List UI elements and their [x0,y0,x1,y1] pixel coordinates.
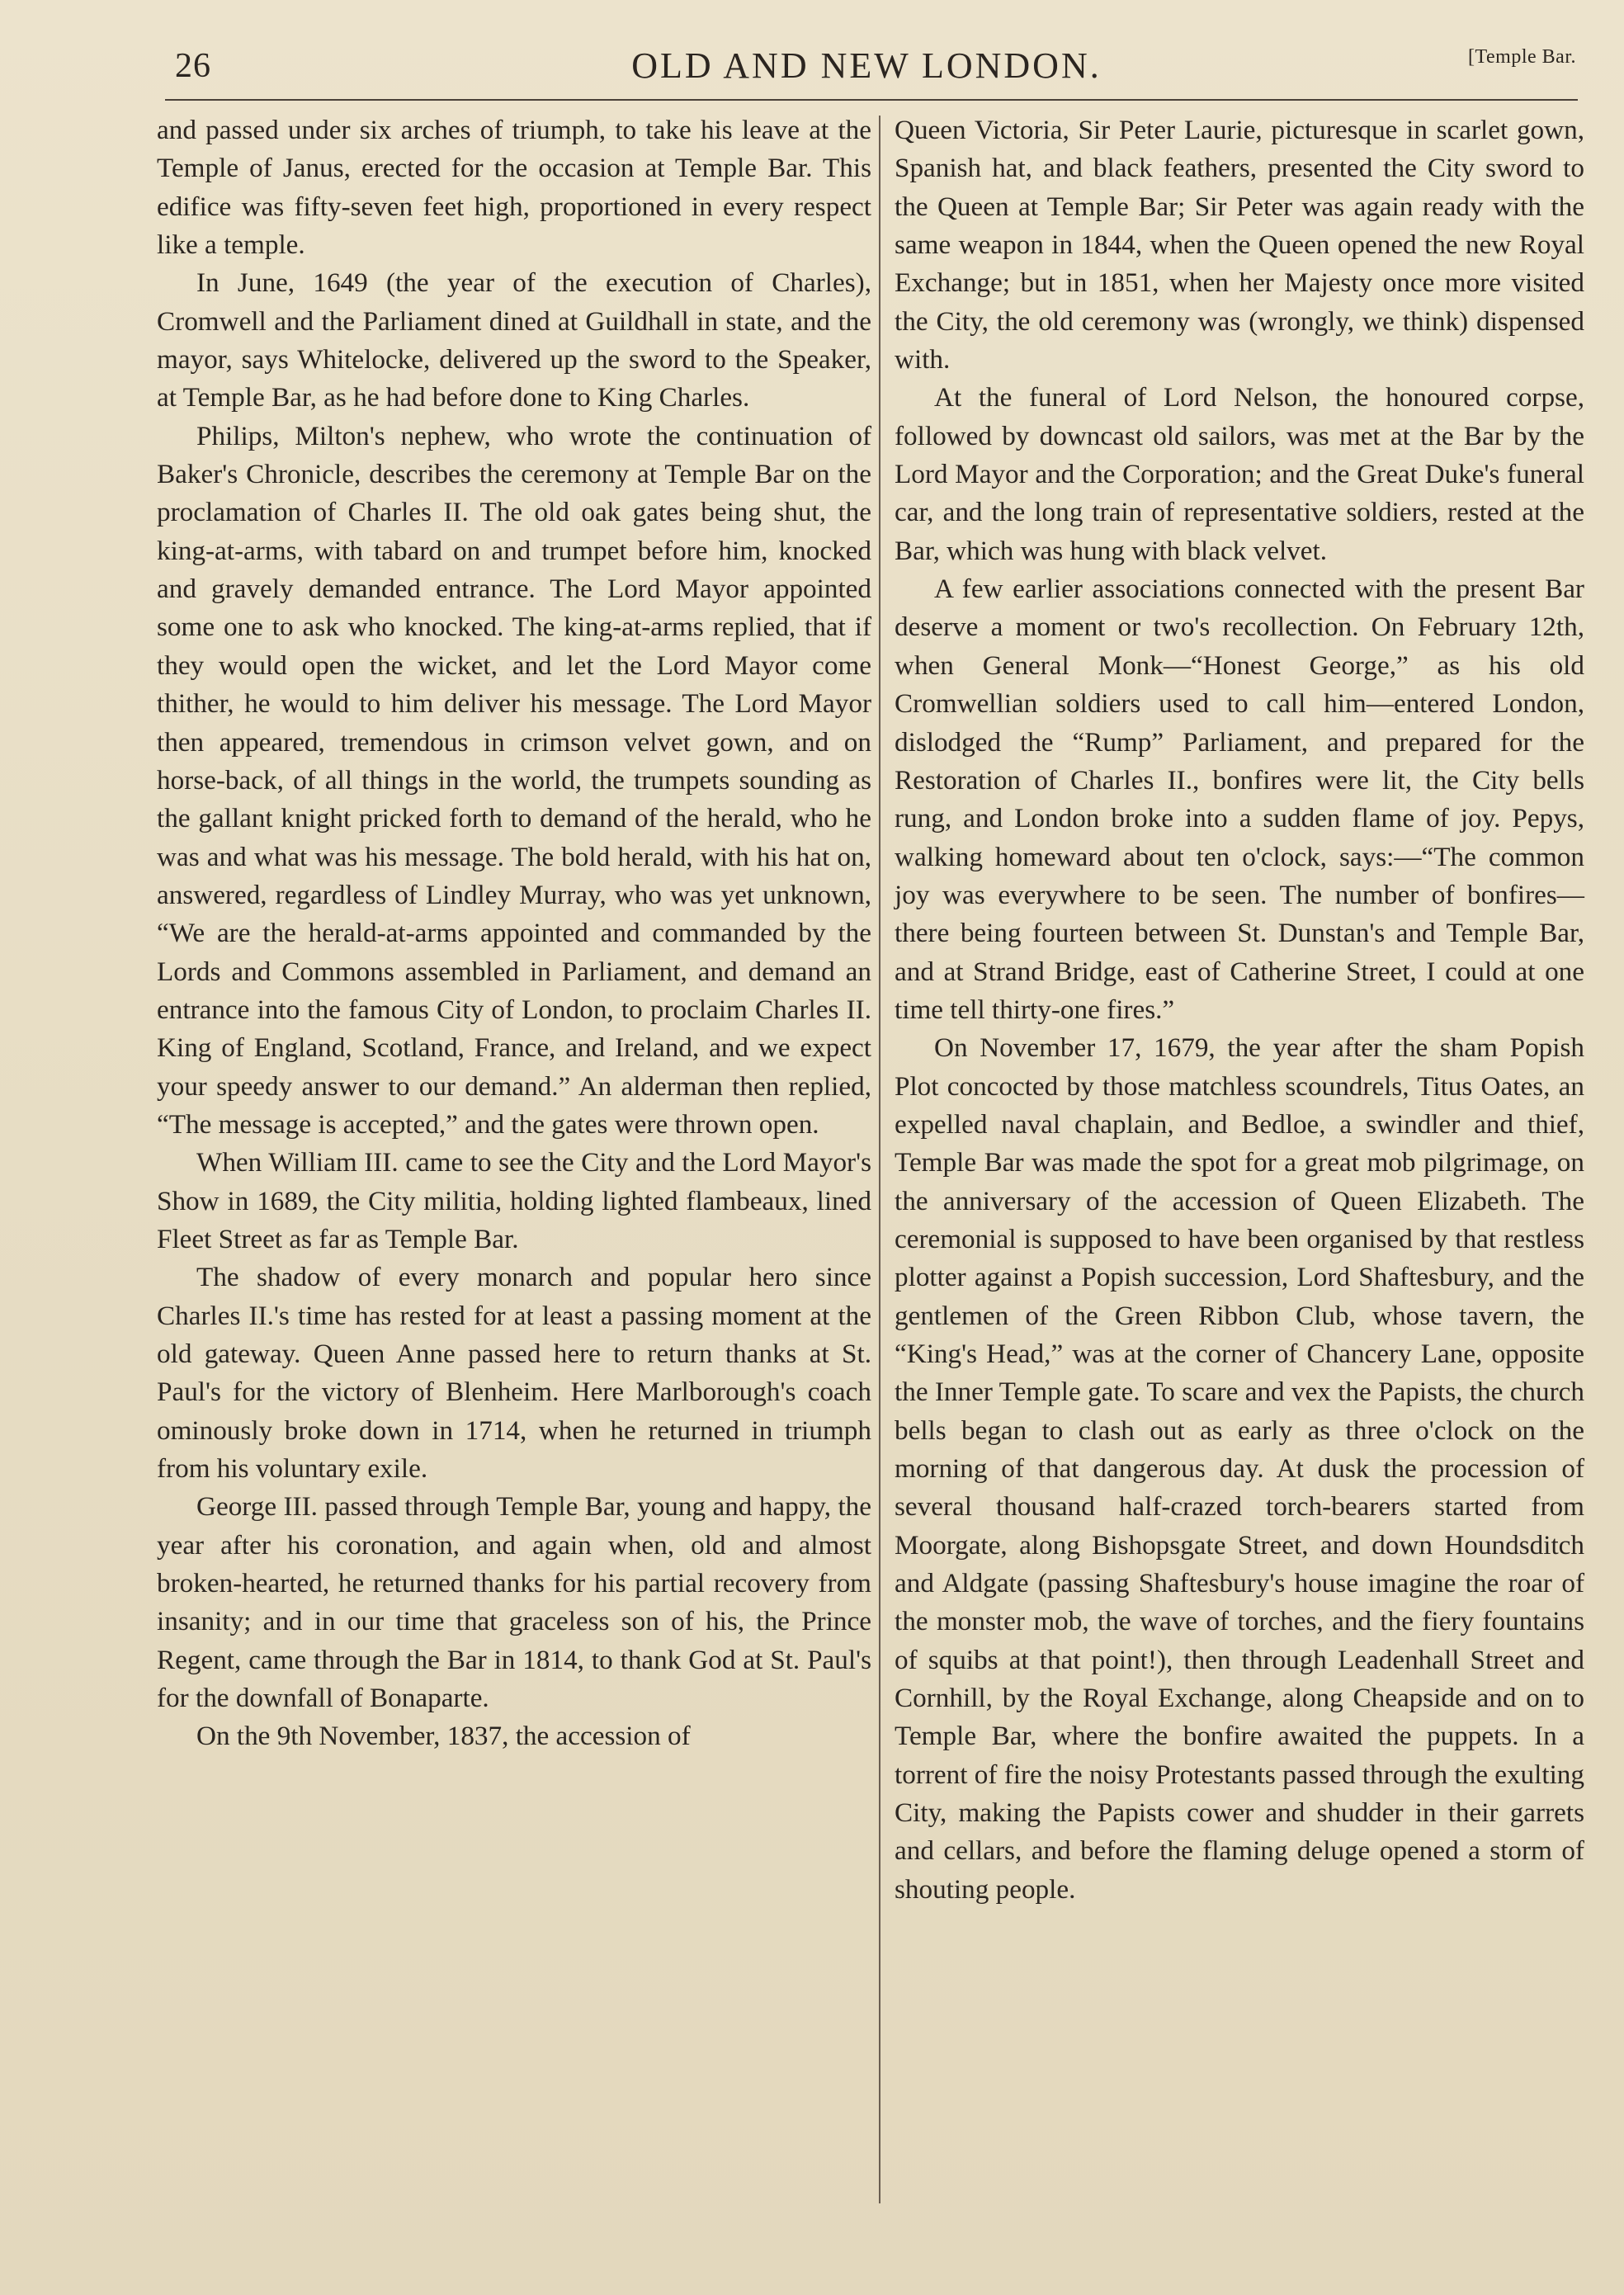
paragraph: Philips, Milton's nephew, who wrote the continuation of Baker's Chronicle, describes the ceremony at Temple Bar on the proclamation of Charles II. The old oak gates being shut, the king-at-arms, with tabard on and trumpet before him, knocked and gravely demanded entrance. The Lord Mayor appointed some one to ask who knocked. The king-at-arms replied, that if they would open the wicket, and let the Lord Mayor come thither, he would to him deliver his message. The Lord Mayor then appeared, tremendous in crimson velvet gown, and on horse-back, of all things in the world, the trumpets sounding as the gallant knight pricked forth to demand of the herald, who he was and what was his message. The bold herald, with his hat on, answered, regardless of Lindley Murray, who was yet unknown, “We are the herald-at-arms appointed and commanded by the Lords and Commons assembled in Parliament, and demand an entrance into the famous City of London, to proclaim Charles II. King of England, Scotland, France, and Ireland, and we expect your speedy answer to our demand.” An alderman then replied, “The message is accepted,” and the gates were thrown open. [157,420,871,1140]
paragraph: At the funeral of Lord Nelson, the honoured corpse, followed by downcast old sailors, was met at the Bar by the Lord Mayor and the Corporation; and the Great Duke's funeral car, and the long train of representative soldiers, rested at the Bar, which was hung with black velvet. [895,382,1584,566]
header-rule [165,99,1578,101]
paragraph: In June, 1649 (the year of the execution of Charles), Cromwell and the Parliament dined at Guildhall in state, and the mayor, says Whitelocke, delivered up the sword to the Speaker, at Temple Bar, as he had before done to King Charles. [157,267,871,413]
paragraph: George III. passed through Temple Bar, young and happy, the year after his coronation, and again when, old and almost broken-hearted, he returned thanks for his partial recovery from insanity; and in our time that graceless son of his, the Prince Regent, came through the Bar in 1814, to thank God at St. Paul's for the downfall of Bonaparte. [157,1491,871,1714]
paragraph: When William III. came to see the City and the Lord Mayor's Show in 1689, the City militia, holding lighted flambeaux, lined Fleet Street as far as Temple Bar. [157,1147,871,1254]
paragraph: A few earlier associations connected with the present Bar deserve a moment or two's recollection. On February 12th, when General Monk—“Honest George,” as his old Cromwellian soldiers used to call him—entered London, dislodged the “Rump” Parliament, and prepared for the Restoration of Charles II., bonfires were lit, the City bells rung, and London broke into a sudden flame of joy. Pepys, walking homeward about ten o'clock, says:—“The common joy was everywhere to be seen. The number of bonfires—there being fourteen between St. Dunstan's and Temple Bar, and at Strand Bridge, east of Catherine Street, I could at one time tell thirty-one fires.” [895,574,1584,1025]
paragraph: and passed under six arches of triumph, to take his leave at the Temple of Janus, erected for the occasion at Temple Bar. This edifice was fifty-seven feet high, proportioned in every respect like a temple. [157,115,871,261]
column-divider [879,116,880,2203]
right-column [895,111,1584,1909]
paragraph: The shadow of every monarch and popular hero since Charles II.'s time has rested for at least a passing moment at the old gateway. Queen Anne passed here to return thanks at St. Paul's for the victory of Blenheim. Here Marlborough's coach ominously broke down in 1714, when he returned in triumph from his voluntary exile. [157,1262,871,1485]
section-reference: [Temple Bar. [1468,46,1576,68]
left-column [157,111,871,1756]
paragraph: Queen Victoria, Sir Peter Laurie, picturesque in scarlet gown, Spanish hat, and black feathers, presented the City sword to the Queen at Temple Bar; Sir Peter was again ready with the same weapon in 1844, when the Queen opened the new Royal Exchange; but in 1851, when her Majesty once more visited the City, the old ceremony was (wrongly, we think) dispensed with. [895,115,1584,375]
paragraph: On November 17, 1679, the year after the sham Popish Plot concocted by those matchless scoundrels, Titus Oates, an expelled naval chaplain, and Bedloe, a swindler and thief, Temple Bar was made the spot for a great mob pilgrimage, on the anniversary of the accession of Queen Elizabeth. The ceremonial is supposed to have been organised by that restless plotter against a Popish succession, Lord Shaftesbury, and the gentlemen of the Green Ribbon Club, whose tavern, the “King's Head,” was at the corner of Chancery Lane, opposite the Inner Temple gate. To scare and vex the Papists, the church bells began to clash out as early as three o'clock on the morning of that dangerous day. At dusk the procession of several thousand half-crazed torch-bearers started from Moorgate, along Bishopsgate Street, and down Houndsditch and Aldgate (passing Shaftesbury's house imagine the roar of the monster mob, the wave of torches, and the fiery fountains of squibs at that point!), then through Leadenhall Street and Cornhill, by the Royal Exchange, along Cheapside and on to Temple Bar, where the bonfire awaited the puppets. In a torrent of fire the noisy Protestants passed through the exulting City, making the Papists cower and shudder in their garrets and cellars, and before the flaming deluge opened a storm of shouting people. [895,1032,1584,1905]
running-title: OLD AND NEW LONDON. [631,45,1102,86]
paragraph: On the 9th November, 1837, the accession of [196,1721,691,1752]
page-header [157,43,1576,92]
page-number: 26 [175,47,211,85]
